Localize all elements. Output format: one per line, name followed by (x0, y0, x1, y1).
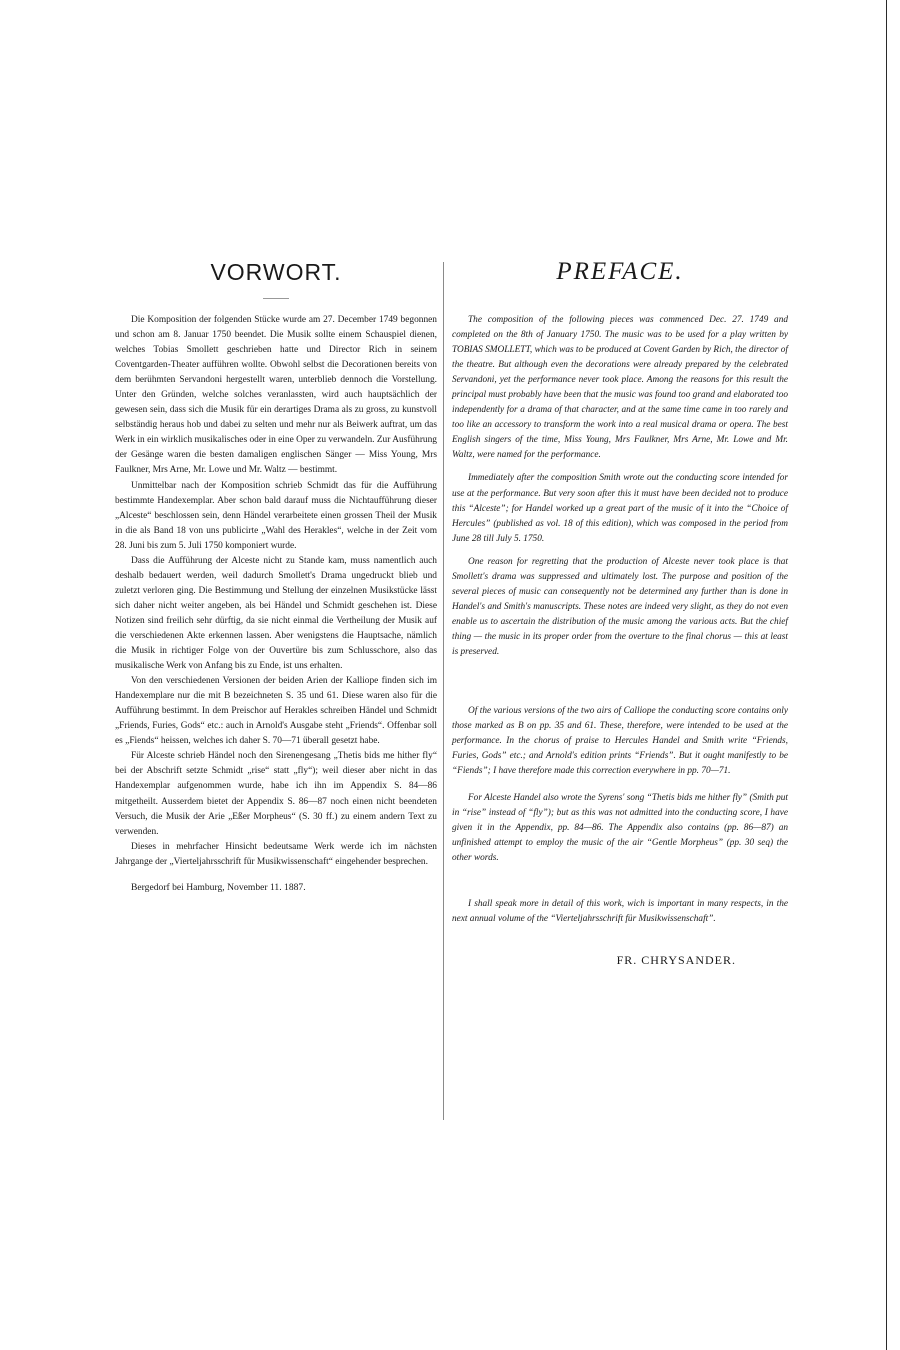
german-heading: VORWORT. (210, 259, 342, 285)
english-heading: PREFACE. (556, 258, 684, 285)
german-paragraph-3: Dass die Aufführung der Alceste nicht zu Stande kam, muss namentlich auch deshalb bedauert werden, weil dadurch Smollett's Drama ungedruckt blieb und zuletzt verloren ging. Die Bestimmung und Stellung der einzelnen Musikstücke lässt sich daher nicht weiter angeben, als bei Händel und Schmidt geschehen ist. Diese Notizen sind freilich sehr dürftig, da sie nicht einmal die Vertheilung der Musik auf die verschiedenen Akte erkennen lassen. Aber wenigstens die Hauptsache, nämlich die Musik in richtiger Folge von der Ouvertüre bis zum Schlusschore, also das musikalische Werk von Anfang bis zu Ende, ist uns erhalten. (115, 555, 437, 672)
english-paragraph-6: I shall speak more in detail of this work, wich is important in many respects, in the next annual volume of the “Vierteljahrsschrift für Musikwissenschaft”. (452, 898, 788, 924)
german-paragraph-2: Unmittelbar nach der Komposition schrieb Schmidt das für die Aufführung bestimmte Handexemplar. Aber schon bald darauf muss die Nichtaufführung dieser „Alceste“ beschlossen sein, denn Händel verarbeitete einen grossen Theil der Musik in die als Band 18 von uns publicirte „Wahl des Herakles“, welche in der Zeit vom 28. Juni bis zum 5. Juli 1750 komponiert wurde. (115, 480, 437, 551)
english-paragraph-2: Immediately after the composition Smith wrote out the conducting score intended for use at the performance. But very soon after this it must have been decided not to produce this “Alceste”; for Handel worked up a great part of the music of it into the “Choice of Hercules” (published as vol. 18 of this edition), which was composed in the period from June 28 till July 5. 1750. (452, 473, 788, 544)
place-date: Bergedorf bei Hamburg, November 11. 1887. (131, 881, 306, 893)
german-body (115, 313, 437, 870)
german-paragraph-5: Für Alceste schrieb Händel noch den Sirenengesang „Thetis bids me hither fly“ bei der Abschrift setzte Schmidt „rise“ statt „fly“); weil dieser aber nicht in das Handexemplar aufgenommen wurde, habe ich ihn im Appendix S. 84—86 mitgetheilt. Ausserdem bietet der Appendix S. 86—87 noch einen nicht beendeten Versuch, die Musik der Arie „Eßer Morpheus“ (S. 30 ff.) zu einem andern Text zu verwenden. (115, 751, 437, 837)
page-edge-rule (886, 0, 887, 1350)
heading-ornament (263, 298, 289, 299)
english-paragraph-5: For Alceste Handel also wrote the Syrens' song “Thetis bids me hither fly” (Smith put in “rise” instead of “fly”); but as this was not admitted into the conducting score, I have given it in the Appendix, pp. 84—86. The Appendix also contains (pp. 86—87) an unfinished attempt to employ the music of the air “Gentle Morpheus” (pp. 30 seq) the other words. (452, 793, 788, 864)
english-paragraph-4: Of the various versions of the two airs of Calliope the conducting score contains only those marked as B on pp. 35 and 61. These, therefore, were intended to be used at the performance. In the chorus of praise to Hercules Handel and Smith write “Friends, Furies, Gods” etc.; and Arnold's edition prints “Friends”. But it ought manifestly to be “Fiends”; I have therefore made this correction everywhere in pp. 70—71. (452, 706, 788, 777)
english-column (452, 258, 788, 968)
german-paragraph-1: Die Komposition der folgenden Stücke wurde am 27. December 1749 begonnen und schon am 8. Januar 1750 beendet. Die Musik sollte einem Schauspiel dienen, welches Tobias Smollett geschrieben hatte und Director Rich in seinem Coventgarden-Theater aufführen wollte. Obwohl selbst die Decorationen bereits von dem berühmten Servandoni hergestellt waren, unterblieb dennoch die Vorstellung. Unter den Gründen, welche solches veranlassten, wird auch hauptsächlich der gewesen sein, dass sich die Musik für ein derartiges Drama als zu gross, zu kunstvoll selbständig heraus hob und dabei zu selten und mehr nur als Beiwerk auftrat, um das Werk in ein wirklich musikalisches oder in eine Oper zu verwandeln. Zur Ausführung der Gesänge waren die besten damaligen englischen Sänger — Miss Young, Mrs Faulkner, Mrs Arne, Mr. Lowe und Mr. Waltz — bestimmt. (115, 315, 437, 476)
german-paragraph-6: Dieses in mehrfacher Hinsicht bedeutsame Werk werde ich im nächsten Jahrgange der „Vierteljahrsschrift für Musikwissenschaft“ eingehender besprechen. (115, 841, 437, 867)
english-paragraph-1: The composition of the following pieces was commenced Dec. 27. 1749 and completed on the 8th of January 1750. The music was to be used for a play written by TOBIAS SMOLLETT, which was to be produced at Covent Garden by Rich, the director of the theatre. But although even the decorations were already prepared by the celebrated Servandoni, yet the performance never took place. Among the reasons for this result the principal must probably have been that the music was found too grand and elaborated too independently for a drama of that character, and at the same time came in too rarely and too like an accessory to transform the work into a real musical drama or opera. The best English singers of the time, Miss Young, Mrs Faulkner, Mrs Arne, Mr. Lowe and Mr. Waltz, were named for the performance. (452, 315, 788, 461)
english-body (452, 313, 788, 927)
signature: FR. CHRYSANDER. (616, 952, 736, 967)
german-paragraph-4: Von den verschiedenen Versionen der beiden Arien der Kalliope finden sich im Handexemplare nur die mit B bezeichneten S. 35 und 61. Diese waren also für die Aufführung bestimmt. In dem Preischor auf Herakles schreiben Händel und Schmidt „Friends, Furies, Gods“ etc.: auch in Arnold's Ausgabe steht „Friends“. Offenbar soll es „Fiends“ heissen, welches ich daher S. 70—71 überall gesetzt habe. (115, 676, 437, 747)
german-column (115, 258, 437, 893)
english-paragraph-3: One reason for regretting that the production of Alceste never took place is that Smollett's drama was suppressed and ultimately lost. The purpose and position of the several pieces of music can consequently not be determined any further than is done in Handel's and Smith's manuscripts. These notes are indeed very slight, as they do not even enable us to ascertain the distribution of the music among the various acts. But the chief thing — the music in its proper order from the overture to the final chorus — this at least is preserved. (452, 556, 788, 657)
column-divider (443, 262, 444, 1120)
